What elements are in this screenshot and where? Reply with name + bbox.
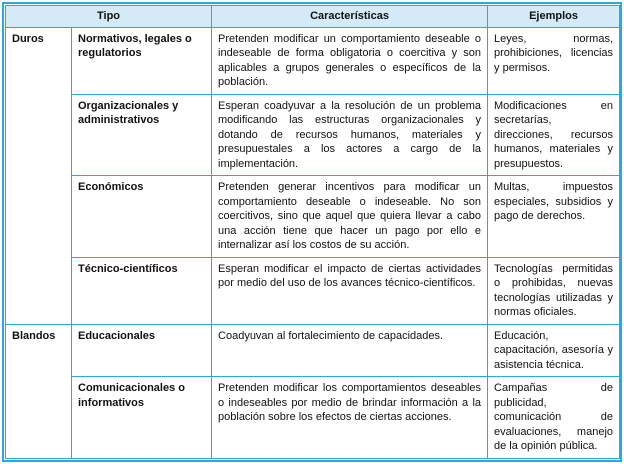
- row-caracteristicas: Pretenden modificar un comportamiento deseable o indeseable de forma obligatoria o coercitiva y son aplicables a grupos generales o específicos de la población.: [212, 27, 488, 94]
- table-row: [6, 324, 620, 377]
- row-caracteristicas: Esperan modificar el impacto de ciertas actividades por medio del uso de los avances técnico-científicos.: [212, 257, 488, 324]
- row-tipo: Normativos, legales o regulatorios: [72, 27, 212, 94]
- policy-instruments-table: [5, 5, 620, 459]
- row-ejemplos: Educación, capacitación, asesoría y asistencia técnica.: [488, 324, 620, 377]
- table-row: [6, 27, 620, 94]
- group-label-blandos: Blandos: [6, 324, 72, 458]
- row-ejemplos: Tecnologías permitidas o prohibidas, nuevas tecnologías utilizadas y normas oficiales.: [488, 257, 620, 324]
- row-tipo: Técnico-científicos: [72, 257, 212, 324]
- group-label-duros: Duros: [6, 27, 72, 324]
- header-ejemplos: Ejemplos: [488, 6, 620, 28]
- row-caracteristicas: Pretenden generar incentivos para modificar un comportamiento deseable o indeseable. No son coercitivos, sino que aquel que quiera llevar a cabo una acción tiene que hacer un pago por ello e internalizar así los costos de su acción.: [212, 176, 488, 258]
- table-row: [6, 257, 620, 324]
- row-caracteristicas: Pretenden modificar los comportamientos deseables o indeseables por medio de brindar información a la población sobre los efectos de ciertas acciones.: [212, 377, 488, 459]
- row-tipo: Comunicacionales o informativos: [72, 377, 212, 459]
- row-ejemplos: Modificaciones en secretarías, direcciones, recursos humanos, materiales y presupuestos.: [488, 94, 620, 176]
- row-ejemplos: Leyes, normas, prohibiciones, licencias y permisos.: [488, 27, 620, 94]
- header-caracteristicas: Características: [212, 6, 488, 28]
- header-tipo: Tipo: [6, 6, 212, 28]
- header-row: [6, 6, 620, 28]
- table-row: [6, 377, 620, 459]
- row-ejemplos: Multas, impuestos especiales, subsidios y pago de derechos.: [488, 176, 620, 258]
- policy-instruments-table-frame: [2, 2, 622, 462]
- row-ejemplos: Campañas de publicidad, comunicación de evaluaciones, manejo de la opinión pública.: [488, 377, 620, 459]
- row-caracteristicas: Coadyuvan al fortalecimiento de capacidades.: [212, 324, 488, 377]
- row-tipo: Organizacionales y administrativos: [72, 94, 212, 176]
- table-row: [6, 176, 620, 258]
- row-tipo: Económicos: [72, 176, 212, 258]
- row-caracteristicas: Esperan coadyuvar a la resolución de un problema modificando las estructuras organizacionales y dotando de recursos humanos, materiales y presupuestales a los actores a cargo de la implementación.: [212, 94, 488, 176]
- table-row: [6, 94, 620, 176]
- row-tipo: Educacionales: [72, 324, 212, 377]
